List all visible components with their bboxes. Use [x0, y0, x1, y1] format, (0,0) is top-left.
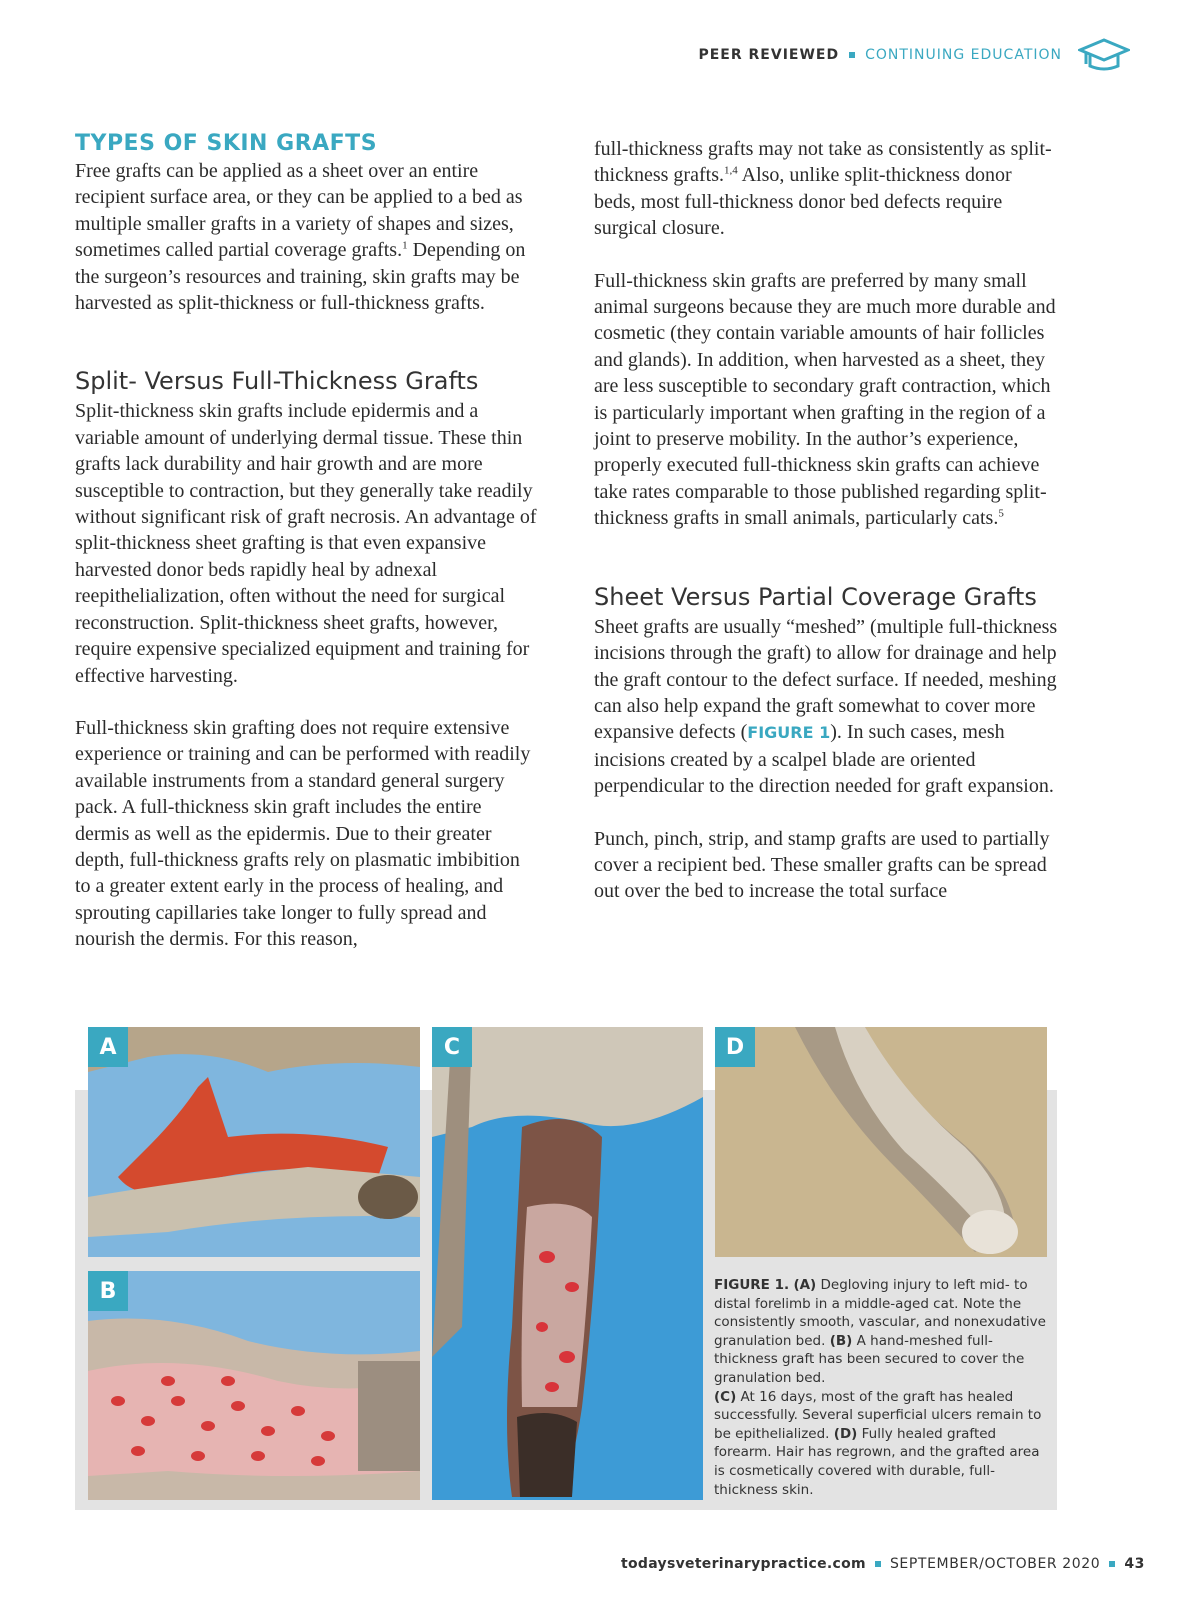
header-separator [849, 52, 855, 58]
page-footer [621, 1556, 1145, 1572]
paragraph: Split-thickness skin grafts include epidermis and a variable amount of underlying dermal tissue. These thin grafts lack durability and hair growth and are more susceptible to contraction, but they generally take readily without significant risk of graft necrosis. An advantage of split-thickness sheet grafting is that even expansive harvested donor beds rapidly heal by adnexal reepithelialization, often without the need for surgical reconstruction. Split-thickness sheet grafts, however, require expensive specialized equipment and training for effective harvesting. [75, 400, 537, 687]
figure-tag-d: D [715, 1027, 755, 1067]
section-label: CONTINUING EDUCATION [865, 47, 1062, 63]
paragraph: Free grafts can be applied as a sheet over an entire recipient surface area, or they can be applied to a bed as multiple smaller grafts in a variety of shapes and sizes, sometimes called partial coverage grafts.$^1$ Depending on the surgeon’s resources and training, skin grafts may be harvested as split-thickness or full-thickness grafts. [75, 160, 526, 315]
photo-a-degloving-injury [88, 1027, 420, 1257]
figure-caption: FIGURE 1. (A) Degloving injury to left mid- to distal forelimb in a middle-aged cat. Note the consistently smooth, vascular, and nonexudative granulation bed. (B) A hand-meshed full-thickness graft has been secured to cover the granulation bed. (C) At 16 days, most of the graft has healed successfully. Several superficial ulcers remain to be epithelialized. (D) Fully healed grafted forearm. Hair has regrown, and the grafted area is cosmetically covered with durable, full-thickness skin. [714, 1277, 1046, 1498]
footer-separator [875, 1561, 881, 1567]
footer-separator [1109, 1561, 1115, 1567]
photo-c-healing-graft [432, 1027, 703, 1500]
figure-tag-a: A [88, 1027, 128, 1067]
running-header [698, 40, 1130, 70]
subheading: Split- Versus Full-Thickness Grafts [75, 367, 479, 396]
photo-b-meshed-graft [88, 1271, 420, 1500]
paragraph: Sheet grafts are usually “meshed” (multiple full-thickness incisions through the graft) to allow for drainage and help the graft contour to the defect surface. If needed, meshing can also help expand the graft somewhat to cover more expansive defects (FIGURE 1). In such cases, mesh incisions created by a scalpel blade are oriented perpendicular to the direction needed for graft expansion. [594, 615, 1058, 798]
paragraph: Punch, pinch, strip, and stamp grafts are used to partially cover a recipient bed. These smaller grafts can be spread out over the bed to increase the total surface [594, 827, 1050, 903]
figure-reference-link[interactable]: FIGURE 1 [747, 723, 831, 743]
graduation-cap-icon [1078, 38, 1130, 72]
paragraph: full-thickness grafts may not take as consistently as split-thickness grafts.$^{1,4}$ Also, unlike split-thickness donor beds, most full-thickness donor bed defects require surgical closure. [594, 138, 1052, 240]
peer-reviewed-label: PEER REVIEWED [698, 47, 840, 63]
page-number: 43 [1124, 1556, 1145, 1572]
website-link[interactable]: todaysveterinarypractice.com [620, 1556, 866, 1572]
right-column [594, 136, 1058, 931]
left-column [75, 130, 539, 979]
figure-tag-b: B [88, 1271, 128, 1311]
paragraph: Full-thickness skin grafting does not require extensive experience or training and can be performed with readily available instruments from a standard general surgery pack. A full-thickness skin graft includes the entire dermis as well as the epidermis. Due to their greater depth, full-thickness grafts rely on plasmatic imbibition to a greater extent early in the process of healing, and sprouting capillaries take longer to fully spread and nourish the dermis. For this reason, [75, 716, 531, 951]
figure-tag-c: C [432, 1027, 472, 1067]
issue-date: SEPTEMBER/OCTOBER 2020 [889, 1556, 1101, 1572]
section-heading: TYPES OF SKIN GRAFTS [75, 131, 378, 156]
photo-d-healed-forearm [715, 1027, 1047, 1257]
paragraph: Full-thickness skin grafts are preferred by many small animal surgeons because they are much more durable and cosmetic (they contain variable amounts of hair follicles and glands). In addition, when harvested as a sheet, they are less susceptible to secondary graft contraction, which is particularly important when grafting in the region of a joint to preserve mobility. In the author’s experience, properly executed full-thickness skin grafts can achieve take rates comparable to those published regarding split-thickness grafts in small animals, particularly cats.$^5$ [594, 269, 1056, 530]
subheading: Sheet Versus Partial Coverage Grafts [594, 582, 1037, 611]
